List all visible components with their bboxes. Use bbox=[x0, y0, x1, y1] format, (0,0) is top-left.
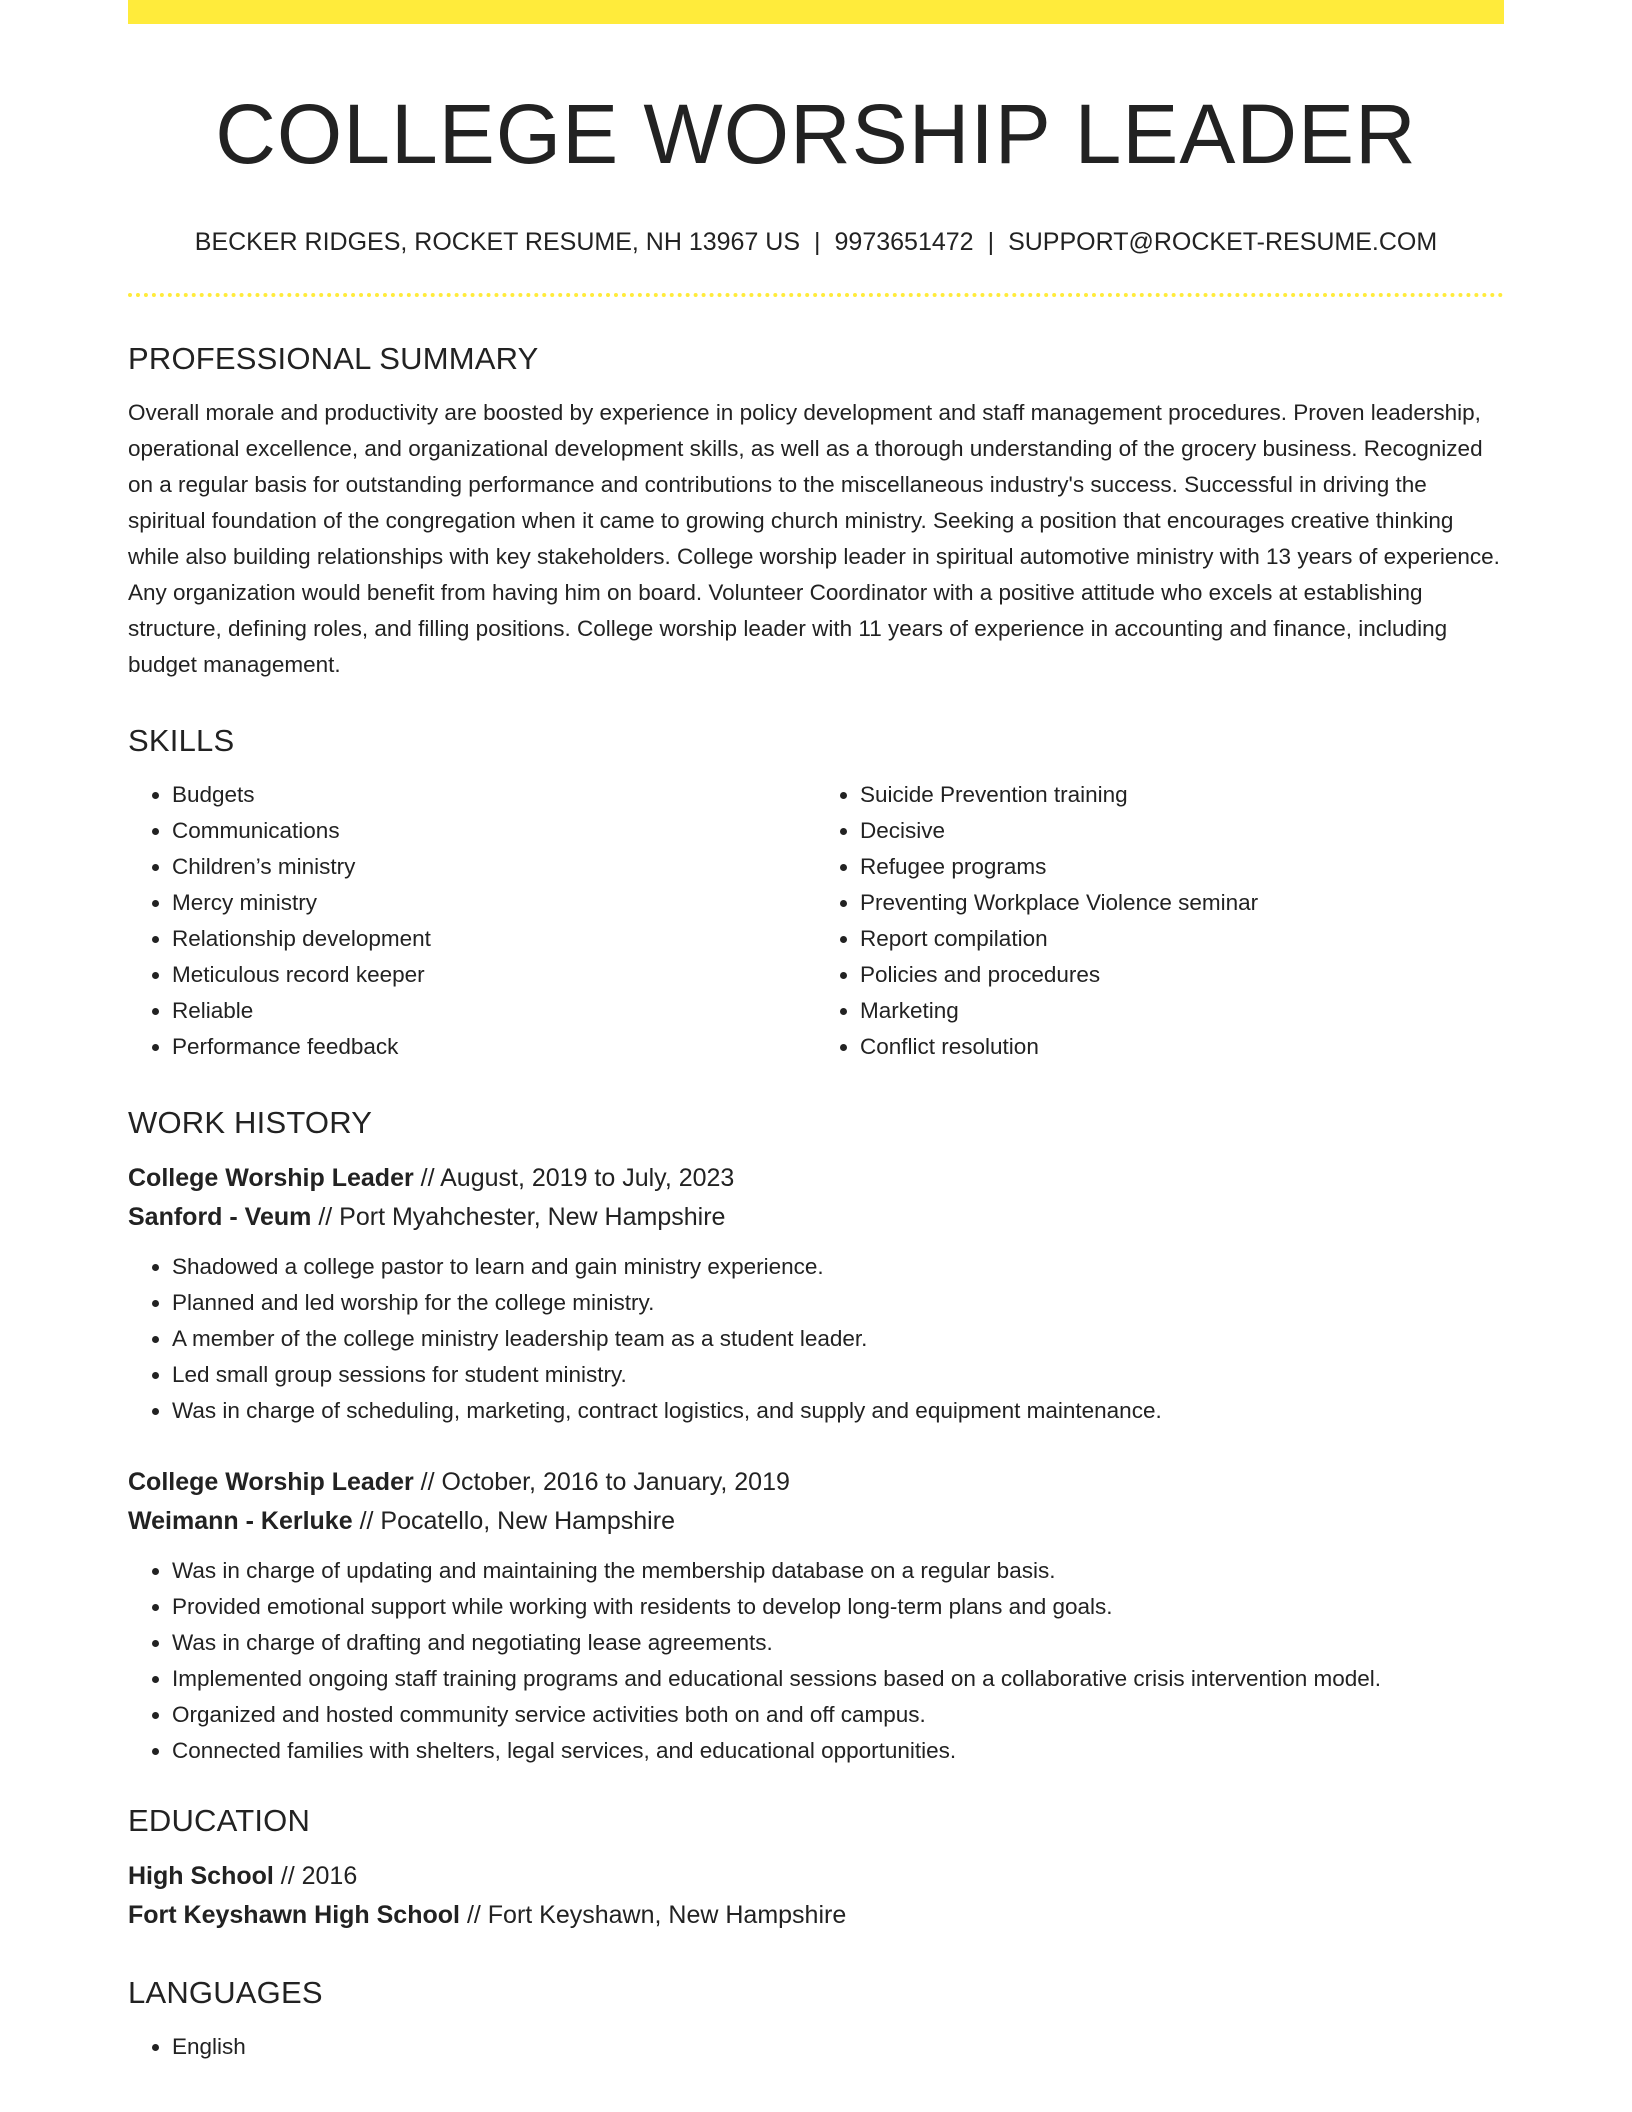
resume-page bbox=[128, 0, 1504, 2065]
skill-item: • Marketing bbox=[860, 993, 1504, 1029]
job-entry bbox=[128, 1463, 1504, 1769]
skill-item: • Decisive bbox=[860, 813, 1504, 849]
skill-item: • Communications bbox=[172, 813, 816, 849]
job-bullet: • Planned and led worship for the college ministry. bbox=[172, 1285, 1504, 1321]
skills-heading: SKILLS bbox=[128, 723, 235, 759]
skill-item: • Relationship development bbox=[172, 921, 816, 957]
job-bullet: • Implemented ongoing staff training programs and educational sessions based on a collaborative crisis intervention model. bbox=[172, 1661, 1504, 1697]
skill-item: • Suicide Prevention training bbox=[860, 777, 1504, 813]
job-company: Sanford - Veum bbox=[128, 1203, 312, 1232]
skill-item: • Reliable bbox=[172, 993, 816, 1029]
job-company: Weimann - Kerluke bbox=[128, 1507, 353, 1536]
education-school: Fort Keyshawn High School bbox=[128, 1901, 460, 1930]
job-title-line bbox=[128, 1463, 1504, 1502]
job-title: College Worship Leader bbox=[128, 1164, 414, 1193]
contact-line bbox=[128, 228, 1504, 257]
accent-bar bbox=[128, 0, 1504, 24]
education-degree: High School bbox=[128, 1862, 274, 1891]
skill-item: • Report compilation bbox=[860, 921, 1504, 957]
job-location: // Pocatello, New Hampshire bbox=[359, 1507, 675, 1536]
languages-heading: LANGUAGES bbox=[128, 1975, 323, 2011]
job-dates: // August, 2019 to July, 2023 bbox=[420, 1164, 735, 1193]
skill-item: • Mercy ministry bbox=[172, 885, 816, 921]
job-company-line bbox=[128, 1502, 1504, 1541]
language-item: • English bbox=[172, 2029, 1504, 2065]
job-bullet: • Shadowed a college pastor to learn and gain ministry experience. bbox=[172, 1249, 1504, 1285]
education-year: // 2016 bbox=[280, 1862, 358, 1891]
skill-item: • Children’s ministry bbox=[172, 849, 816, 885]
job-bullet: • Was in charge of scheduling, marketing, contract logistics, and supply and equipment maintenance. bbox=[172, 1393, 1504, 1429]
skill-item: • Refugee programs bbox=[860, 849, 1504, 885]
job-dates: // October, 2016 to January, 2019 bbox=[420, 1468, 790, 1497]
job-bullet: • Connected families with shelters, legal services, and educational opportunities. bbox=[172, 1733, 1504, 1769]
job-location: // Port Myahchester, New Hampshire bbox=[318, 1203, 726, 1232]
skills-list-right bbox=[816, 777, 1504, 1065]
job-bullets bbox=[128, 1553, 1504, 1769]
skill-item: • Policies and procedures bbox=[860, 957, 1504, 993]
address: BECKER RIDGES, ROCKET RESUME, NH 13967 US bbox=[194, 228, 801, 257]
dotted-divider bbox=[128, 293, 1504, 297]
skill-item: • Conflict resolution bbox=[860, 1029, 1504, 1065]
email-link[interactable]: SUPPORT@ROCKET-RESUME.COM bbox=[1008, 228, 1438, 257]
skill-item: • Budgets bbox=[172, 777, 816, 813]
job-bullet: • Was in charge of updating and maintaining the membership database on a regular basis. bbox=[172, 1553, 1504, 1589]
job-entry bbox=[128, 1159, 1504, 1429]
skills-columns bbox=[128, 777, 1504, 1065]
summary-text: Overall morale and productivity are boosted by experience in policy development and staff management procedures. Proven leadership, operational excellence, and organizational development skills, as well as a thorough understanding of the grocery business. Recognized on a regular basis for outstanding performance and contributions to the miscellaneous industry's success. Successful in driving the spiritual foundation of the congregation when it came to growing church ministry. Seeking a position that encourages creative thinking while also building relationships with key stakeholders. College worship leader in spiritual automotive ministry with 13 years of experience. Any organization would benefit from having him on board. Volunteer Coordinator with a positive attitude who excels at establishing structure, defining roles, and filling positions. College worship leader with 11 years of experience in accounting and finance, including budget management. bbox=[128, 400, 1500, 678]
job-bullet: • A member of the college ministry leadership team as a student leader. bbox=[172, 1321, 1504, 1357]
phone: 9973651472 bbox=[834, 228, 974, 257]
education-degree-line bbox=[128, 1857, 1504, 1896]
skill-item: • Preventing Workplace Violence seminar bbox=[860, 885, 1504, 921]
job-title: College Worship Leader bbox=[128, 1468, 414, 1497]
contact-separator: | bbox=[814, 228, 821, 257]
job-company-line bbox=[128, 1198, 1504, 1237]
summary-heading: PROFESSIONAL SUMMARY bbox=[128, 341, 539, 377]
education-school-line bbox=[128, 1896, 1504, 1935]
job-bullets bbox=[128, 1249, 1504, 1429]
job-bullet: • Provided emotional support while working with residents to develop long-term plans and goals. bbox=[172, 1589, 1504, 1625]
skill-item: • Performance feedback bbox=[172, 1029, 816, 1065]
languages-list bbox=[128, 2029, 1504, 2065]
work-history-heading: WORK HISTORY bbox=[128, 1105, 373, 1141]
job-bullet: • Led small group sessions for student ministry. bbox=[172, 1357, 1504, 1393]
job-bullet: • Was in charge of drafting and negotiating lease agreements. bbox=[172, 1625, 1504, 1661]
education-heading: EDUCATION bbox=[128, 1803, 311, 1839]
page-title: COLLEGE WORSHIP LEADER bbox=[215, 87, 1417, 181]
education-entry bbox=[128, 1857, 1504, 1935]
contact-separator: | bbox=[987, 228, 995, 257]
skill-item: • Meticulous record keeper bbox=[172, 957, 816, 993]
job-title-line bbox=[128, 1159, 1504, 1198]
education-location: // Fort Keyshawn, New Hampshire bbox=[466, 1901, 847, 1930]
job-bullet: • Organized and hosted community service activities both on and off campus. bbox=[172, 1697, 1504, 1733]
skills-list-left bbox=[128, 777, 816, 1065]
